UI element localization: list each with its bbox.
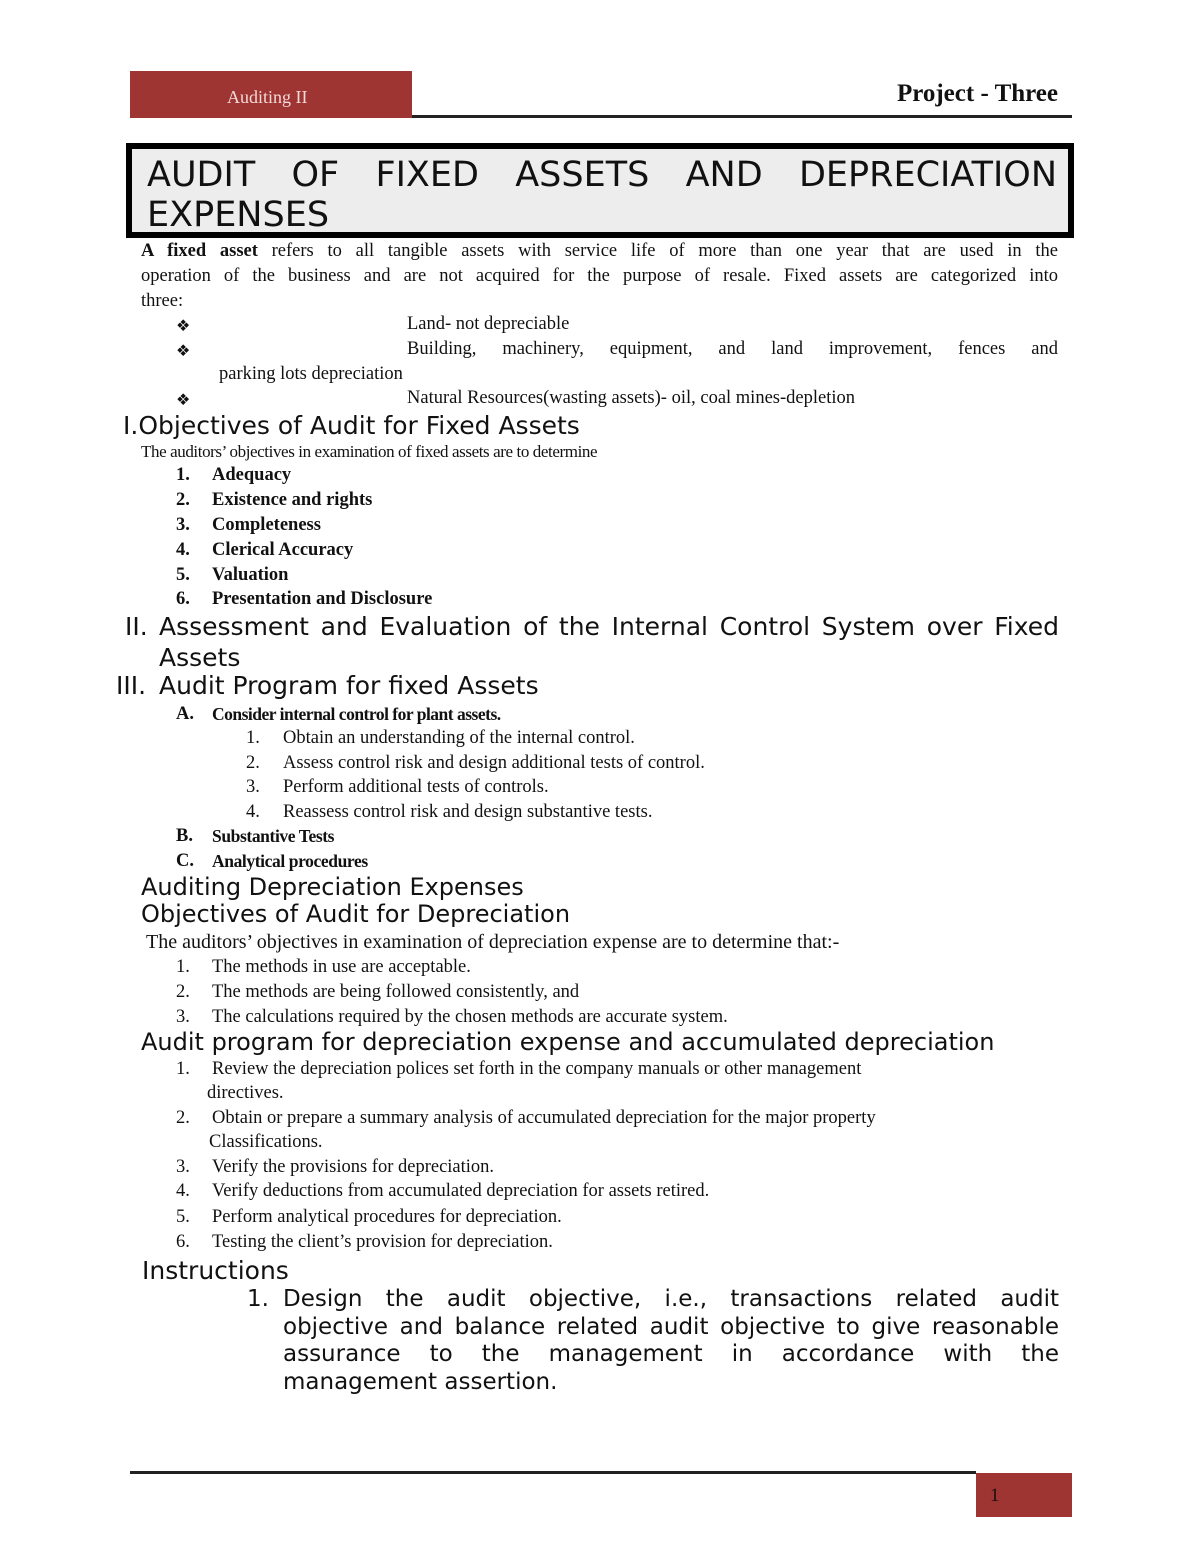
page-number: 1 <box>990 1485 1000 1506</box>
list-item: Perform analytical procedures for depreciation. <box>212 1207 562 1227</box>
list-item: The methods are being followed consistently, and <box>212 982 580 1002</box>
instructions-number: 1. <box>247 1286 269 1312</box>
list-item: Testing the client’s provision for depreciation. <box>212 1232 553 1252</box>
list-letter: B. <box>176 826 193 846</box>
list-number: 2. <box>176 1108 190 1128</box>
list-item: Existence and rights <box>212 490 373 510</box>
list-item: Review the depreciation polices set forth in the company manuals or other management <box>212 1059 862 1079</box>
list-item: Assess control risk and design additional tests of control. <box>283 753 705 773</box>
intro-line-1-text: refers to all tangible assets with service life of more than one year that are used in the <box>257 241 1058 261</box>
section-3-numeral: III. <box>116 671 147 700</box>
list-item: Clerical Accuracy <box>212 540 354 560</box>
list-number: 6. <box>176 589 190 609</box>
list-number: 1. <box>246 728 260 748</box>
list-item: The methods in use are acceptable. <box>212 957 471 977</box>
list-item: Obtain an understanding of the internal control. <box>283 728 635 748</box>
section-3-heading: Audit Program for fixed Assets <box>159 671 539 700</box>
list-number: 5. <box>176 1207 190 1227</box>
instructions-line: Design the audit objective, i.e., transactions related audit <box>283 1286 1059 1312</box>
intro-line-2: operation of the business and are not acquired for the purpose of resale. Fixed assets are categorized into <box>141 266 1058 286</box>
intro-term: A fixed asset <box>141 241 258 261</box>
document-title <box>147 155 1057 235</box>
section-2-numeral: II. <box>125 612 148 641</box>
list-item: Substantive Tests <box>212 826 335 846</box>
header-tab <box>130 71 412 118</box>
title-box <box>126 143 1074 238</box>
intro-line-1 <box>141 239 1058 264</box>
header-rule <box>412 115 1072 118</box>
title-line-1: AUDIT OF FIXED ASSETS AND DEPRECIATION <box>147 155 1057 195</box>
depreciation-heading: Auditing Depreciation Expenses <box>141 873 524 901</box>
bullet-icon: ❖ <box>176 341 191 360</box>
depreciation-lead: The auditors’ objectives in examination of depreciation expense are to determine that:- <box>146 931 840 953</box>
list-item: Consider internal control for plant assets. <box>212 704 501 724</box>
bullet-item: Natural Resources(wasting assets)- oil, coal mines-depletion <box>407 388 855 408</box>
instructions-line: objective and balance related audit objective to give reasonable <box>283 1313 1059 1340</box>
list-number: 2. <box>176 490 190 510</box>
list-item: Adequacy <box>212 465 292 485</box>
list-item-continued: Classifications. <box>209 1132 323 1152</box>
instructions-line: assurance to the management in accordance with the <box>283 1341 1059 1367</box>
list-item: Analytical procedures <box>212 851 368 871</box>
list-number: 1. <box>176 465 190 485</box>
list-item: Verify deductions from accumulated depreciation for assets retired. <box>212 1181 710 1201</box>
bullet-item: Building, machinery, equipment, and land improvement, fences and <box>407 339 1058 359</box>
list-number: 6. <box>176 1232 190 1252</box>
list-number: 3. <box>176 1157 190 1177</box>
list-number: 3. <box>246 777 260 797</box>
footer-rule <box>130 1471 976 1474</box>
bullet-icon: ❖ <box>176 316 191 335</box>
list-item: The calculations required by the chosen methods are accurate system. <box>212 1007 728 1027</box>
list-item: Obtain or prepare a summary analysis of accumulated depreciation for the major property <box>212 1108 876 1128</box>
list-number: 3. <box>176 1007 190 1027</box>
audit-program-heading: Audit program for depreciation expense and accumulated depreciation <box>141 1028 995 1056</box>
list-item: Presentation and Disclosure <box>212 589 433 609</box>
list-item: Completeness <box>212 515 321 535</box>
page-number-box <box>976 1473 1072 1517</box>
title-line-2: EXPENSES <box>147 195 330 235</box>
list-number: 1. <box>176 957 190 977</box>
section-2-heading-line-1: Assessment and Evaluation of the Internal Control System over Fixed <box>159 612 1059 641</box>
list-number: 2. <box>176 982 190 1002</box>
instructions-heading: Instructions <box>142 1256 289 1285</box>
list-item-continued: directives. <box>207 1083 284 1103</box>
list-letter: C. <box>176 851 194 871</box>
list-number: 1. <box>176 1059 190 1079</box>
section-1-lead: The auditors’ objectives in examination of fixed assets are to determine <box>141 442 598 461</box>
bullet-item: Land- not depreciable <box>407 314 570 334</box>
section-1-heading <box>123 411 580 440</box>
bullet-icon: ❖ <box>176 390 191 409</box>
list-number: 3. <box>176 515 190 535</box>
section-1-title: Objectives of Audit for Fixed Assets <box>138 411 580 440</box>
list-item: Valuation <box>212 565 289 585</box>
list-letter: A. <box>176 704 194 724</box>
list-number: 4. <box>176 540 190 560</box>
instructions-line: management assertion. <box>283 1368 558 1395</box>
intro-line-3: three: <box>141 291 184 311</box>
instructions-item <box>283 1286 1059 1396</box>
list-number: 2. <box>246 753 260 773</box>
section-1-numeral: I. <box>123 411 139 440</box>
list-number: 4. <box>176 1181 190 1201</box>
bullet-item-continued: parking lots depreciation <box>219 364 403 384</box>
project-title: Project - Three <box>896 80 1058 107</box>
depreciation-objectives-heading: Objectives of Audit for Depreciation <box>141 900 571 928</box>
list-item: Reassess control risk and design substantive tests. <box>283 802 653 822</box>
list-number: 5. <box>176 565 190 585</box>
list-item: Verify the provisions for depreciation. <box>212 1157 495 1177</box>
section-2-heading-line-2: Assets <box>159 643 241 672</box>
list-item: Perform additional tests of controls. <box>283 777 549 797</box>
list-number: 4. <box>246 802 260 822</box>
header-tab-label: Auditing II <box>227 87 308 107</box>
